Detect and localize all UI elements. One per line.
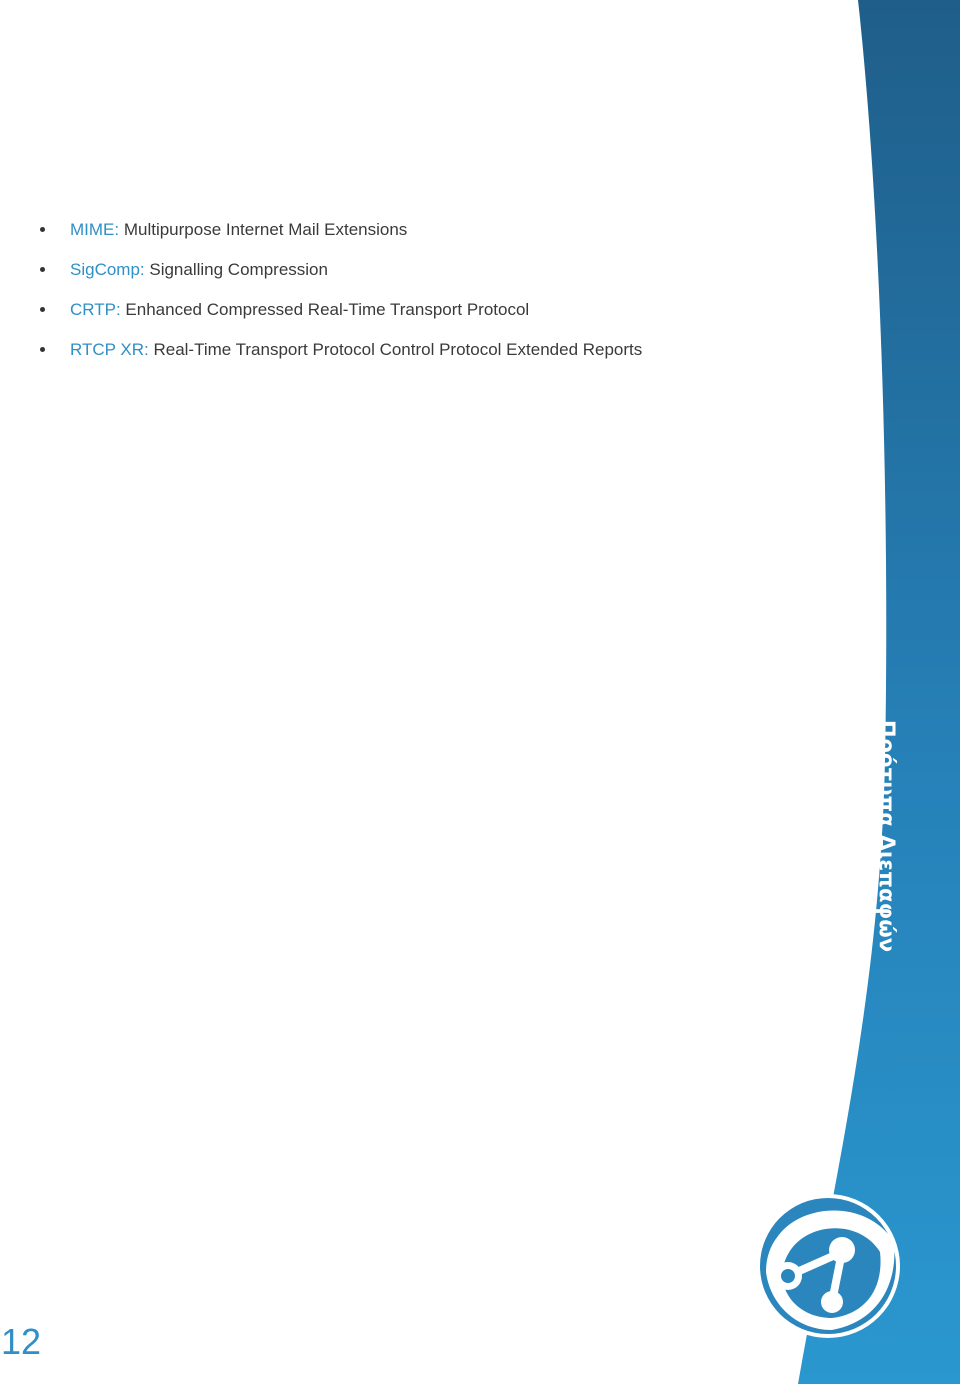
acronym-term: SigComp:	[70, 260, 145, 279]
list-item	[38, 216, 642, 256]
bullet-icon	[40, 267, 45, 272]
list-item	[38, 296, 642, 336]
acronym-definition: Multipurpose Internet Mail Extensions	[119, 220, 408, 239]
acronym-definition: Enhanced Compressed Real-Time Transport Protocol	[120, 300, 530, 319]
section-title-vertical: Πρότυπα Διεπαφών	[875, 720, 899, 953]
acronym-definition: Real-Time Transport Protocol Control Protocol Extended Reports	[148, 340, 643, 359]
acronym-term: RTCP XR:	[70, 340, 149, 359]
list-item	[38, 256, 642, 296]
list-item	[38, 336, 642, 376]
acronym-term: CRTP:	[70, 300, 121, 319]
network-logo-icon	[748, 1192, 908, 1340]
bullet-icon	[40, 347, 45, 352]
page-number: 12	[1, 1321, 42, 1362]
acronym-definition: Signalling Compression	[144, 260, 328, 279]
acronym-list	[38, 216, 642, 376]
acronym-term: MIME:	[70, 220, 120, 239]
bullet-icon	[40, 307, 45, 312]
bullet-icon	[40, 227, 45, 232]
